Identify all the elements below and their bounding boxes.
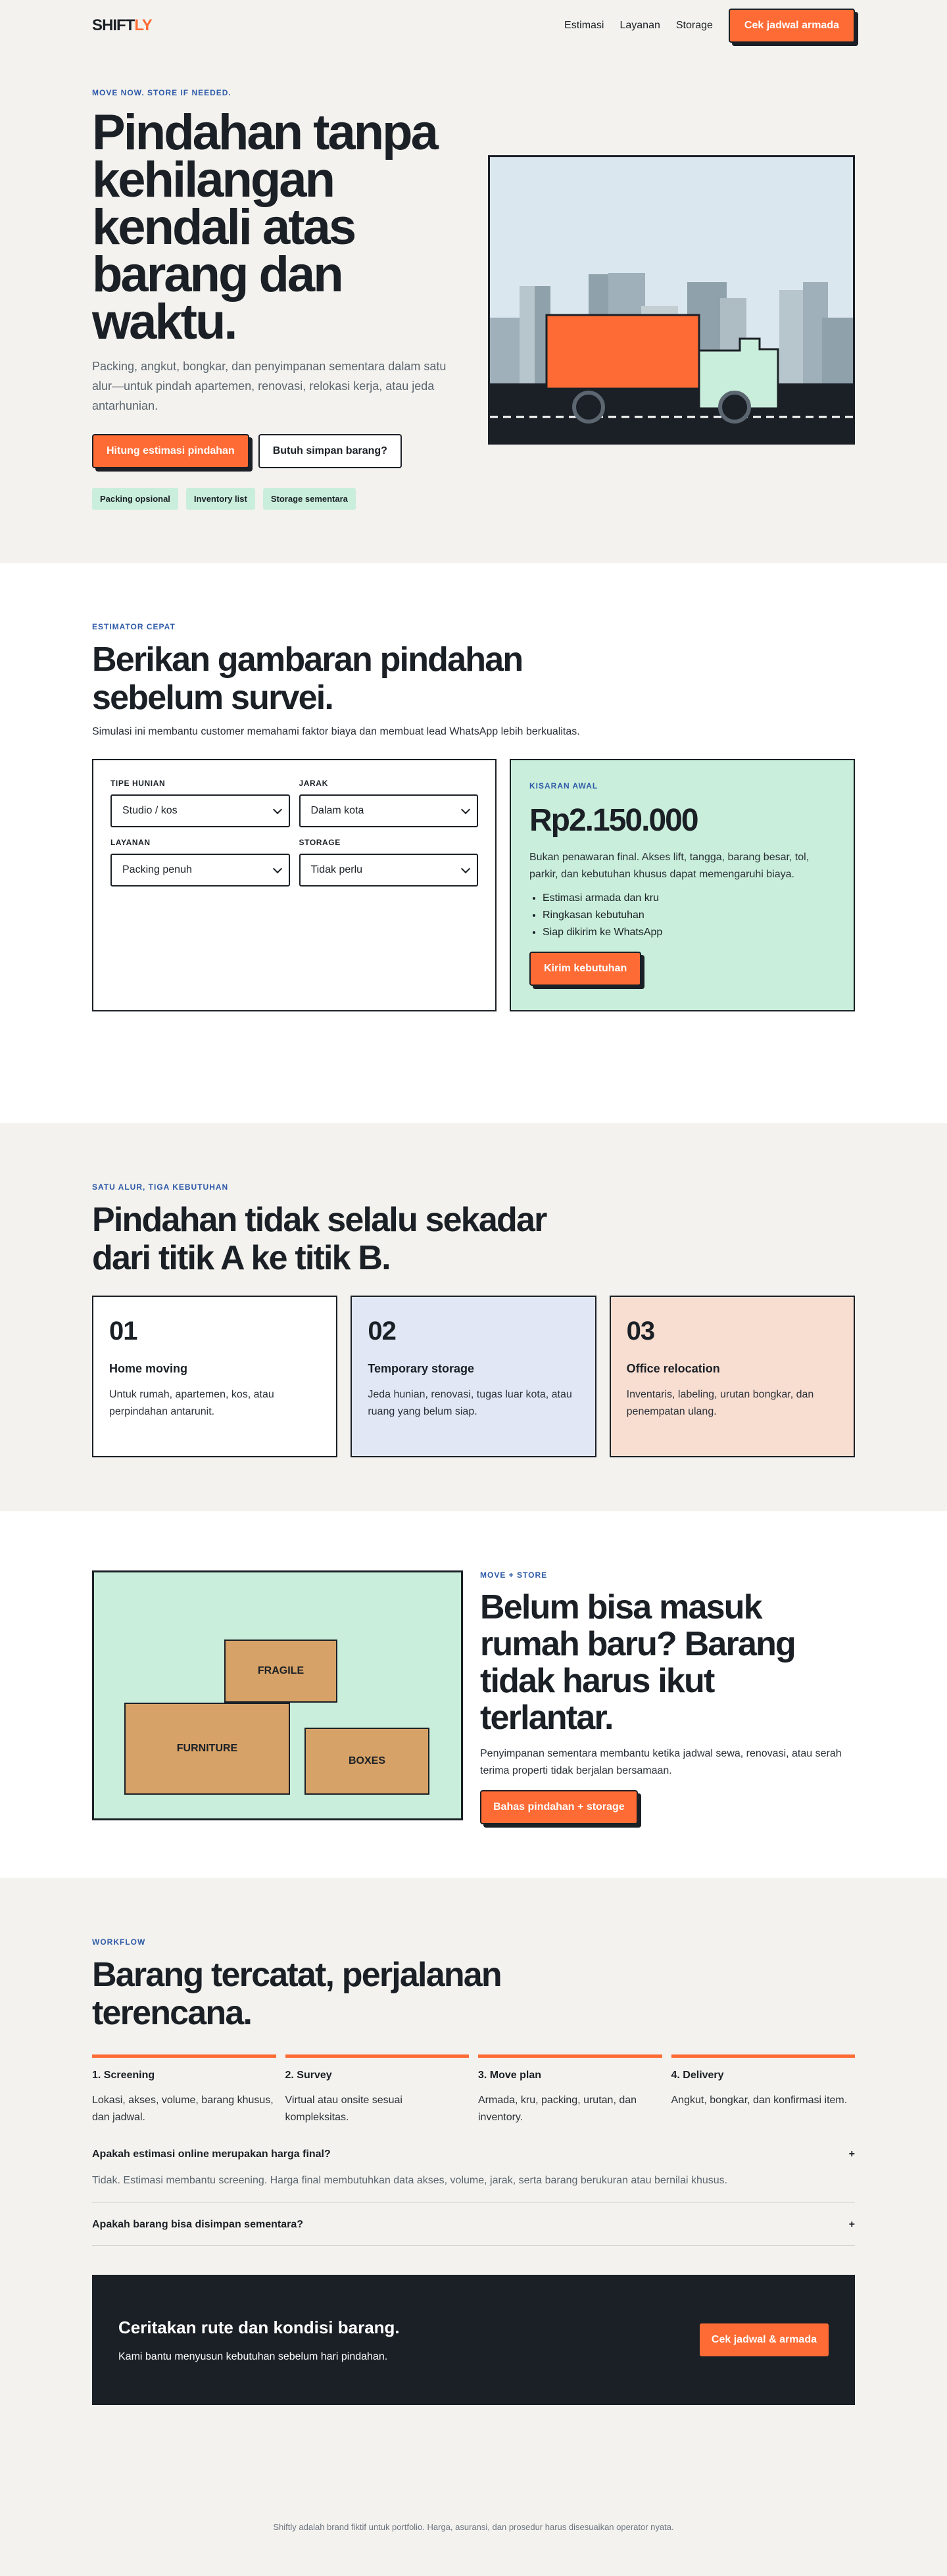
nav-cta-button[interactable]: Cek jadwal armada	[729, 9, 855, 43]
move-store-text: Penyimpanan sementara membantu ketika jadwal sewa, renovasi, atau serah terima properti tidak berjalan bersamaan.	[480, 1748, 842, 1776]
faq-answer: Tidak. Estimasi membantu screening. Harga final membutuhkan data akses, volume, jarak, serta barang berukuran atau bernilai khusus.	[92, 2175, 855, 2203]
box-boxes: BOXES	[304, 1728, 429, 1795]
service-cards	[92, 1296, 855, 1457]
step-move-plan	[478, 2054, 662, 2126]
faq-question: Apakah estimasi online merupakan harga final?	[92, 2149, 331, 2160]
move-store-title: Belum bisa masuk rumah baru? Barang tidak harus ikut terlantar.	[480, 1588, 796, 1737]
hero-eyebrow: MOVE NOW. STORE IF NEEDED.	[92, 88, 231, 97]
estimator-subtitle: Simulasi ini membantu customer memahami faktor biaya dan membuat lead WhatsApp lebih berkualitas.	[92, 726, 580, 737]
service-card-home-moving[interactable]	[92, 1296, 337, 1457]
faq-question: Apakah barang bisa disimpan sementara?	[92, 2219, 303, 2230]
step-title: 1. Screening	[92, 2070, 155, 2081]
card-number: 03	[626, 1317, 655, 1346]
hero-lead: Packing, angkut, bongkar, dan penyimpanan sementara dalam satu alur—untuk pindah apartemen, renovasi, relokasi kerja, atau jeda antarhunian.	[92, 360, 447, 412]
step-delivery	[671, 2054, 856, 2126]
site-header	[0, 0, 947, 51]
field-label: LAYANAN	[110, 838, 151, 847]
faq-question-toggle[interactable]	[92, 2149, 855, 2175]
step-title: 4. Delivery	[671, 2070, 724, 2081]
services-eyebrow: SATU ALUR, TIGA KEBUTUHAN	[92, 1182, 229, 1192]
footer-text: Shiftly adalah brand fiktif untuk portfolio. Harga, asuransi, dan prosedur harus disesuaikan operator nyata.	[273, 2521, 674, 2532]
select-value: Tidak perlu	[310, 864, 363, 875]
result-label: KISARAN AWAL	[529, 781, 598, 790]
tag-inventory: Inventory list	[186, 488, 255, 510]
cta-text: Kami bantu menyusun kebutuhan sebelum hari pindahan.	[118, 2350, 388, 2362]
chevron-down-icon	[461, 804, 470, 814]
layanan-select[interactable]	[110, 854, 290, 887]
nav-bar	[92, 0, 855, 51]
hero-content	[92, 88, 460, 510]
select-value: Studio / kos	[122, 805, 178, 816]
cek-jadwal-button[interactable]: Cek jadwal & armada	[700, 2323, 829, 2356]
storage-select[interactable]	[299, 854, 479, 887]
bahas-pindahan-button[interactable]: Bahas pindahan + storage	[480, 1790, 638, 1824]
list-item: • Ringkasan kebutuhan	[543, 907, 835, 924]
field-jarak	[299, 779, 479, 827]
nav-link-layanan[interactable]: Layanan	[619, 20, 660, 31]
card-title: Temporary storage	[368, 1362, 475, 1375]
select-value: Dalam kota	[310, 805, 364, 816]
field-label: JARAK	[299, 779, 328, 788]
nav-link-estimasi[interactable]: Estimasi	[564, 20, 604, 31]
plus-icon: +	[848, 2149, 855, 2160]
workflow-section	[0, 1878, 947, 2477]
card-text: Jeda hunian, renovasi, tugas luar kota, atau ruang yang belum siap.	[368, 1389, 572, 1417]
list-item: • Estimasi armada dan kru	[543, 890, 835, 907]
tag-packing: Packing opsional	[92, 488, 178, 510]
workflow-eyebrow: WORKFLOW	[92, 1937, 146, 1947]
chevron-down-icon	[272, 804, 281, 814]
workflow-title: Barang tercatat, perjalanan terencana.	[92, 1956, 501, 2032]
nav-link-storage[interactable]: Storage	[675, 20, 713, 31]
card-title: Home moving	[109, 1362, 188, 1375]
step-text: Armada, kru, packing, urutan, dan inventory.	[478, 2095, 637, 2123]
faq-item	[92, 2203, 855, 2246]
step-screening	[92, 2054, 276, 2126]
estimate-price: Rp2.150.000	[529, 803, 698, 838]
card-number: 01	[109, 1317, 137, 1346]
city-truck-graphic	[490, 157, 853, 443]
step-text: Lokasi, akses, volume, barang khusus, dan jadwal.	[92, 2095, 274, 2123]
hitung-estimasi-button[interactable]: Hitung estimasi pindahan	[92, 434, 249, 468]
plus-icon: +	[848, 2219, 855, 2230]
estimator-eyebrow: ESTIMATOR CEPAT	[92, 622, 176, 631]
card-text: Inventaris, labeling, urutan bongkar, dan penempatan ulang.	[626, 1389, 814, 1417]
hero-buttons	[92, 434, 460, 468]
card-text: Untuk rumah, apartemen, kos, atau perpindahan antarunit.	[109, 1389, 274, 1417]
jarak-select[interactable]	[299, 794, 479, 827]
hero-title: Pindahan tanpa kehilangan kendali atas barang dan waktu.	[92, 105, 437, 350]
estimator-grid	[92, 759, 855, 1011]
field-storage	[299, 838, 479, 887]
move-store-eyebrow: MOVE + STORE	[480, 1570, 548, 1580]
estimator-form	[92, 759, 497, 1011]
kirim-kebutuhan-button[interactable]: Kirim kebutuhan	[529, 952, 641, 986]
faq-item	[92, 2149, 855, 2203]
service-card-office-relocation[interactable]	[610, 1296, 855, 1457]
truck-illustration	[488, 155, 855, 445]
field-layanan	[110, 838, 290, 887]
step-survey	[285, 2054, 470, 2126]
estimator-section	[0, 563, 947, 1123]
result-note: Bukan penawaran final. Akses lift, tangga, barang besar, tol, parkir, dan kebutuhan khusus dapat memengaruhi biaya.	[529, 852, 810, 880]
field-tipe-hunian	[110, 779, 290, 827]
step-text: Angkut, bongkar, dan konfirmasi item.	[671, 2095, 848, 2106]
services-title: Pindahan tidak selalu sekadar dari titik A ke titik B.	[92, 1201, 546, 1277]
step-text: Virtual atau onsite sesuai kompleksitas.	[285, 2095, 402, 2123]
tipe-hunian-select[interactable]	[110, 794, 290, 827]
hero-section	[0, 51, 947, 563]
card-number: 02	[368, 1317, 396, 1346]
chevron-down-icon	[461, 863, 470, 873]
logo-main: SHIFT	[92, 16, 135, 34]
services-section	[0, 1123, 947, 1511]
cta-title: Ceritakan rute dan kondisi barang.	[118, 2317, 400, 2337]
simpan-barang-button[interactable]: Butuh simpan barang?	[258, 434, 402, 468]
step-title: 2. Survey	[285, 2070, 332, 2081]
faq-list	[92, 2149, 855, 2246]
chevron-down-icon	[272, 863, 281, 873]
logo-accent: LY	[134, 16, 152, 34]
step-title: 3. Move plan	[478, 2070, 542, 2081]
box-furniture: FURNITURE	[124, 1703, 290, 1795]
estimate-result	[510, 759, 855, 1011]
faq-question-toggle[interactable]	[92, 2219, 855, 2245]
storage-boxes-illustration	[92, 1570, 463, 1820]
field-label: TIPE HUNIAN	[110, 779, 166, 788]
workflow-steps	[92, 2054, 855, 2126]
field-label: STORAGE	[299, 838, 341, 847]
box-fragile: FRAGILE	[224, 1640, 337, 1703]
list-item: • Siap dikirim ke WhatsApp	[543, 924, 835, 941]
nav-links	[564, 9, 855, 43]
hero-tags	[92, 488, 460, 510]
move-store-content	[480, 1570, 855, 1824]
cta-banner	[92, 2275, 855, 2405]
select-value: Packing penuh	[122, 864, 192, 875]
site-footer	[0, 2477, 947, 2576]
estimator-title: Berikan gambaran pindahan sebelum survei.	[92, 641, 523, 717]
result-bullets	[529, 890, 835, 941]
card-title: Office relocation	[626, 1362, 720, 1375]
move-store-section	[0, 1511, 947, 1878]
service-card-temporary-storage[interactable]	[351, 1296, 596, 1457]
tag-storage: Storage sementara	[263, 488, 356, 510]
logo[interactable]	[92, 16, 152, 35]
